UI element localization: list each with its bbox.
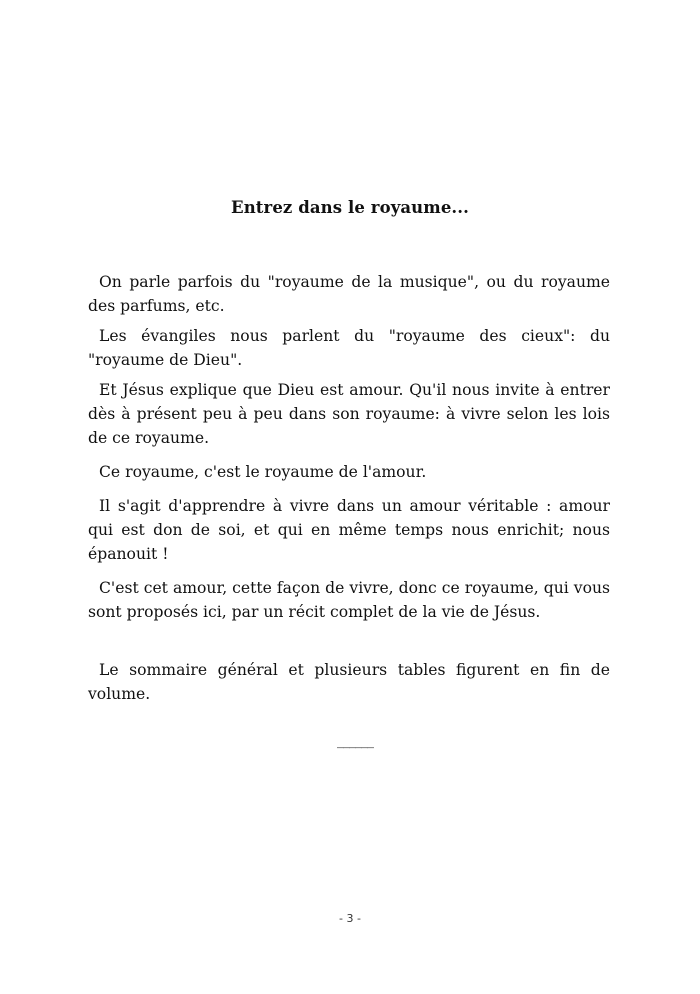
- page-title: Entrez dans le royaume...: [231, 198, 469, 217]
- paragraph-6: C'est cet amour, cette façon de vivre, donc ce royaume, qui vous sont proposés ici, par un récit complet de la vie de Jésus.: [88, 579, 610, 621]
- paragraph-7: Le sommaire général et plusieurs tables figurent en fin de volume.: [88, 661, 610, 703]
- paragraph-4: Ce royaume, c'est le royaume de l'amour.: [99, 463, 427, 481]
- paragraph-3: Et Jésus explique que Dieu est amour. Qu'il nous invite à entrer dès à présent peu à peu dans son royaume: à vivre selon les lois de ce royaume.: [88, 381, 610, 447]
- section-separator: ______: [337, 733, 373, 749]
- paragraph-2: Les évangiles nous parlent du "royaume des cieux": du "royaume de Dieu".: [88, 327, 610, 369]
- page-number: - 3 -: [339, 912, 361, 925]
- paragraph-5: Il s'agit d'apprendre à vivre dans un amour véritable : amour qui est don de soi, et qui en même temps nous enrichit; nous épanouit !: [88, 497, 610, 563]
- paragraph-1: On parle parfois du "royaume de la musique", ou du royaume des parfums, etc.: [88, 273, 610, 315]
- body-text: [88, 270, 610, 706]
